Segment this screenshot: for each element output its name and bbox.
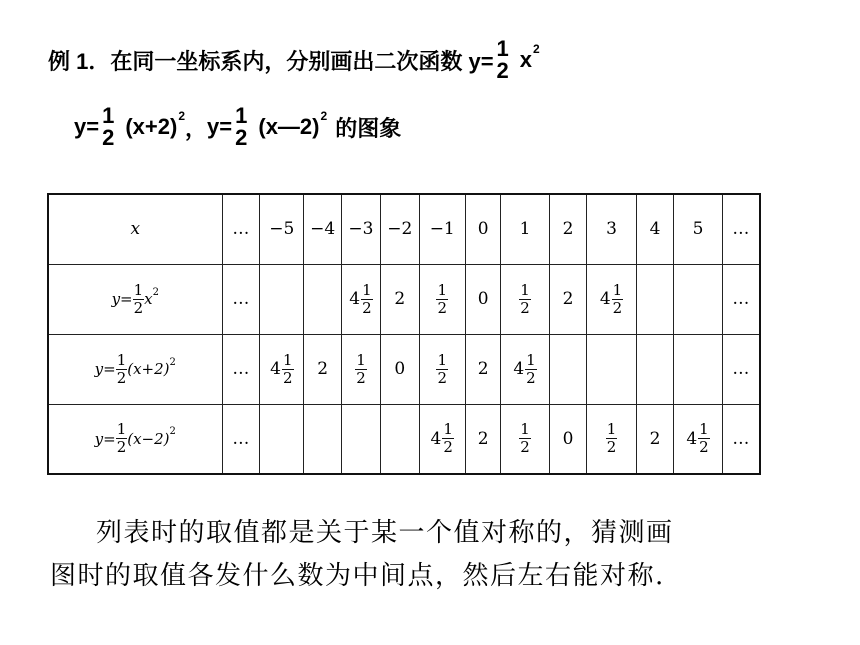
label-exponent: 2 (152, 286, 159, 298)
cell-value (431, 422, 454, 455)
title-prefix: 例 1．在同一坐标系内，分别画出二次函数 y= (48, 48, 494, 74)
value-cell (419, 334, 465, 404)
table-row (48, 264, 760, 334)
fraction-numerator: 1 (116, 350, 127, 369)
label-lhs: y= (111, 290, 133, 308)
cell-value: 0 (394, 359, 406, 379)
value-cell (722, 264, 760, 334)
cell-value: 2 (477, 359, 489, 379)
fraction (698, 422, 710, 455)
fraction-denominator: 2 (496, 58, 509, 83)
title-variable: x (519, 47, 533, 72)
fraction-denominator: 2 (116, 438, 127, 457)
function-label (111, 280, 159, 317)
fraction-denominator: 2 (699, 438, 709, 457)
cell-value (513, 350, 536, 387)
value-cell (674, 404, 722, 474)
x-value-cell: 3 (587, 194, 636, 264)
cell-value: 2 (649, 428, 661, 449)
whole-part: 4 (349, 289, 361, 309)
value-cell (342, 334, 381, 404)
fraction-numerator: 1 (520, 280, 530, 299)
function-label-cell (48, 334, 222, 404)
whole-part: 4 (430, 428, 442, 449)
fraction-numerator: 1 (612, 280, 623, 299)
cell-value: … (232, 359, 250, 379)
cell-value: 2 (317, 359, 329, 379)
function-label (94, 350, 176, 387)
value-cell (636, 404, 674, 474)
cell-value (686, 422, 709, 455)
label-body: (x−2) (127, 429, 170, 448)
fraction-denominator: 2 (612, 298, 623, 317)
fraction-numerator: 1 (437, 280, 447, 299)
fraction-numerator: 1 (235, 103, 248, 128)
label-exponent: 2 (169, 426, 176, 438)
cell-value (436, 280, 448, 317)
fraction-denominator: 2 (102, 125, 115, 150)
label-fraction (133, 280, 145, 317)
cell-value (599, 280, 623, 317)
question-line-2: 图时的取值各发什么数为中间点，然后左右能对称. (50, 561, 665, 591)
fraction (442, 422, 454, 455)
whole-part: 4 (599, 289, 611, 309)
fraction-numerator: 1 (437, 350, 447, 369)
value-cell (501, 264, 549, 334)
value-cell (222, 334, 260, 404)
cell-value (606, 422, 618, 455)
value-cell (222, 404, 260, 474)
value-cell (549, 264, 587, 334)
cell-value: 0 (562, 428, 574, 449)
value-cell (674, 264, 722, 334)
cell-value: … (732, 428, 750, 449)
value-cell (636, 334, 674, 404)
value-cell (587, 264, 636, 334)
cell-value (355, 350, 367, 387)
label-fraction (116, 350, 128, 387)
value-cell (260, 404, 304, 474)
value-cell (722, 404, 760, 474)
question-line-1: 列表时的取值都是关于某一个值对称的，猜测画 (96, 518, 674, 548)
title-suffix: 的图象 (335, 115, 402, 141)
fraction-denominator: 2 (520, 438, 530, 457)
value-cell (380, 334, 419, 404)
label-exponent: 2 (169, 356, 176, 368)
func2-lhs: y= (207, 114, 233, 139)
value-cell (636, 264, 674, 334)
fraction-denominator: 2 (526, 368, 536, 387)
title-line-2 (74, 97, 401, 157)
fraction-denominator: 2 (443, 438, 453, 457)
label-lhs: y= (94, 360, 116, 378)
cell-value (436, 350, 448, 387)
cell-value: 2 (394, 289, 406, 309)
fraction (361, 280, 373, 317)
fraction-numerator: 1 (356, 350, 366, 369)
value-table (47, 193, 761, 475)
cell-value: … (232, 289, 250, 309)
cell-value: … (732, 359, 750, 379)
x-value-cell: −3 (342, 194, 381, 264)
value-cell (342, 404, 381, 474)
func2-fraction (234, 105, 248, 149)
value-cell (380, 404, 419, 474)
fraction-numerator: 1 (520, 420, 530, 439)
fraction-numerator: 1 (443, 420, 453, 439)
label-body: x (144, 290, 153, 308)
fraction-denominator: 2 (133, 298, 144, 317)
fraction-denominator: 2 (116, 368, 127, 387)
label-lhs: y= (94, 429, 116, 448)
value-cell (501, 334, 549, 404)
fraction-numerator: 1 (362, 280, 372, 299)
function-label-cell (48, 404, 222, 474)
fraction-denominator: 2 (520, 298, 530, 317)
value-cell (465, 264, 501, 334)
value-cell (304, 264, 342, 334)
value-cell (549, 334, 587, 404)
fraction-denominator: 2 (282, 368, 293, 387)
x-value-cell: … (722, 194, 760, 264)
value-cell (342, 264, 381, 334)
fraction-denominator: 2 (362, 298, 372, 317)
fraction (612, 280, 624, 317)
cell-value: 2 (562, 289, 574, 309)
fraction-numerator: 1 (606, 420, 617, 439)
value-cell (260, 264, 304, 334)
func1-body: (x+2) (125, 114, 178, 139)
fraction (525, 350, 537, 387)
separator: ， (185, 115, 208, 141)
cell-value: 2 (477, 428, 489, 449)
value-cell (549, 404, 587, 474)
func1-lhs: y= (74, 114, 100, 139)
cell-value (349, 280, 372, 317)
value-cell (304, 334, 342, 404)
fraction (282, 350, 294, 387)
value-cell (501, 404, 549, 474)
x-value-cell: 2 (549, 194, 587, 264)
value-cell (222, 264, 260, 334)
x-value-cell: 5 (674, 194, 722, 264)
table-row (48, 334, 760, 404)
cell-value: 0 (477, 289, 489, 309)
fraction-numerator: 1 (133, 280, 144, 299)
value-cell (674, 334, 722, 404)
fraction-numerator: 1 (102, 103, 115, 128)
fraction-denominator: 2 (606, 438, 617, 457)
value-cell (587, 404, 636, 474)
value-cell (465, 334, 501, 404)
title-exponent: 2 (533, 42, 540, 56)
func2-exponent: 2 (320, 109, 328, 123)
function-label (95, 422, 176, 455)
fraction-numerator: 1 (116, 420, 127, 439)
whole-part: 4 (270, 359, 281, 379)
fraction-numerator: 1 (282, 350, 293, 369)
x-header-label: x (48, 194, 222, 264)
func2-body: (x—2) (258, 114, 320, 139)
cell-value: … (732, 289, 750, 309)
value-cell (260, 334, 304, 404)
value-cell (380, 264, 419, 334)
x-value-cell: −4 (304, 194, 342, 264)
value-cell (419, 264, 465, 334)
func1-exponent: 2 (178, 109, 186, 123)
table-header-row (48, 194, 760, 264)
value-cell (587, 334, 636, 404)
fraction-denominator: 2 (235, 125, 248, 150)
label-body: (x+2) (127, 360, 170, 378)
x-value-cell: 0 (465, 194, 501, 264)
x-value-cell: −2 (380, 194, 419, 264)
value-cell (465, 404, 501, 474)
fraction-numerator: 1 (496, 36, 509, 61)
x-value-cell: −5 (260, 194, 304, 264)
title-line-1 (48, 30, 540, 90)
function-label-cell (48, 264, 222, 334)
cell-value (270, 350, 293, 387)
cell-value (519, 280, 531, 317)
value-cell (304, 404, 342, 474)
whole-part: 4 (513, 359, 525, 379)
x-value-cell: 4 (636, 194, 674, 264)
table-row (48, 404, 760, 474)
fraction-numerator: 1 (526, 350, 536, 369)
x-value-cell: 1 (501, 194, 549, 264)
whole-part: 4 (686, 428, 698, 449)
fraction-denominator: 2 (356, 368, 366, 387)
title-fraction (496, 38, 510, 82)
func1-fraction (101, 105, 115, 149)
x-value-cell: … (222, 194, 260, 264)
fraction-denominator: 2 (437, 368, 447, 387)
label-fraction (116, 422, 128, 455)
value-cell (722, 334, 760, 404)
value-cell (419, 404, 465, 474)
cell-value: … (232, 428, 250, 449)
x-value-cell: −1 (419, 194, 465, 264)
fraction-numerator: 1 (699, 420, 709, 439)
cell-value (519, 422, 531, 455)
fraction-denominator: 2 (437, 298, 447, 317)
